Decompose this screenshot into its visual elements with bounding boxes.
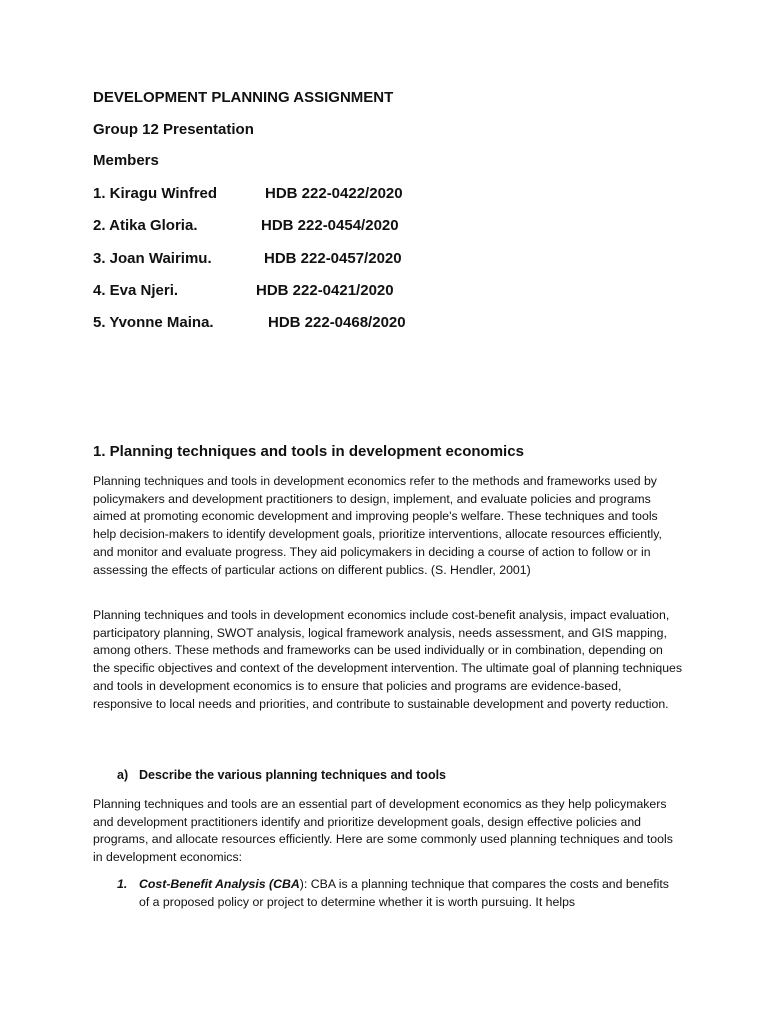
member-name: 1. Kiragu Winfred xyxy=(93,185,218,202)
list-item xyxy=(117,876,677,911)
paragraph: Planning techniques and tools in development economics refer to the methods and frameworks used by policymakers and development practitioners to design, implement, and evaluate policies and programs aimed at promoting economic development and improving people's welfare. These techniques and tools help decision-makers to identify development goals, prioritize interventions, allocate resources efficiently, and monitor and evaluate progress. They aid policymakers in deciding a course of action to follow or in assessing the effects of particular actions on different publics. (S. Hendler, 2001) xyxy=(93,474,662,577)
member-name: 2. Atika Gloria. xyxy=(93,217,198,234)
member-reg-number: HDB 222-0468/2020 xyxy=(268,314,406,331)
subsection-heading xyxy=(117,768,446,782)
member-row xyxy=(93,217,399,237)
member-reg-number: HDB 222-0454/2020 xyxy=(261,217,399,234)
member-row xyxy=(93,314,406,334)
member-row xyxy=(93,250,402,270)
list-number: 1. xyxy=(117,877,128,891)
members-heading: Members xyxy=(93,152,159,169)
document-title: DEVELOPMENT PLANNING ASSIGNMENT xyxy=(93,89,394,106)
member-reg-number: HDB 222-0422/2020 xyxy=(265,185,403,202)
list-item-body xyxy=(139,876,677,911)
member-reg-number: HDB 222-0457/2020 xyxy=(264,250,402,267)
member-row xyxy=(93,282,394,302)
list-term: Cost-Benefit Analysis (CBA xyxy=(139,877,300,891)
member-row xyxy=(93,185,403,205)
member-name: 5. Yvonne Maina. xyxy=(93,314,214,331)
list-term-close: ) xyxy=(299,877,304,891)
subsection-title: Describe the various planning techniques and tools xyxy=(139,768,447,782)
member-reg-number: HDB 222-0421/2020 xyxy=(256,282,394,299)
list-text: : CBA is a planning technique that compares the costs and benefits of a proposed policy or project to determine whether it is worth pursuing. It helps xyxy=(139,877,669,909)
member-name: 3. Joan Wairimu. xyxy=(93,250,212,267)
paragraph: Planning techniques and tools in development economics include cost-benefit analysis, impact evaluation, participatory planning, SWOT analysis, logical framework analysis, needs assessment, and GIS mapping, among others. These methods and frameworks can be used individually or in combination, depending on the specific objectives and context of the development intervention. The ultimate goal of planning techniques and tools in development economics is to ensure that policies and programs are evidence-based, responsive to local needs and priorities, and contribute to sustainable development and poverty reduction. xyxy=(93,608,683,711)
member-name: 4. Eva Njeri. xyxy=(93,282,179,299)
paragraph: Planning techniques and tools are an essential part of development economics as they help policymakers and development practitioners identify and prioritize development goals, design effective policies and programs, and allocate resources efficiently. Here are some commonly used planning techniques and tools in development economics: xyxy=(93,797,673,865)
group-label: Group 12 Presentation xyxy=(93,121,254,138)
subsection-marker: a) xyxy=(117,768,129,782)
section-heading: 1. Planning techniques and tools in development economics xyxy=(93,443,524,460)
